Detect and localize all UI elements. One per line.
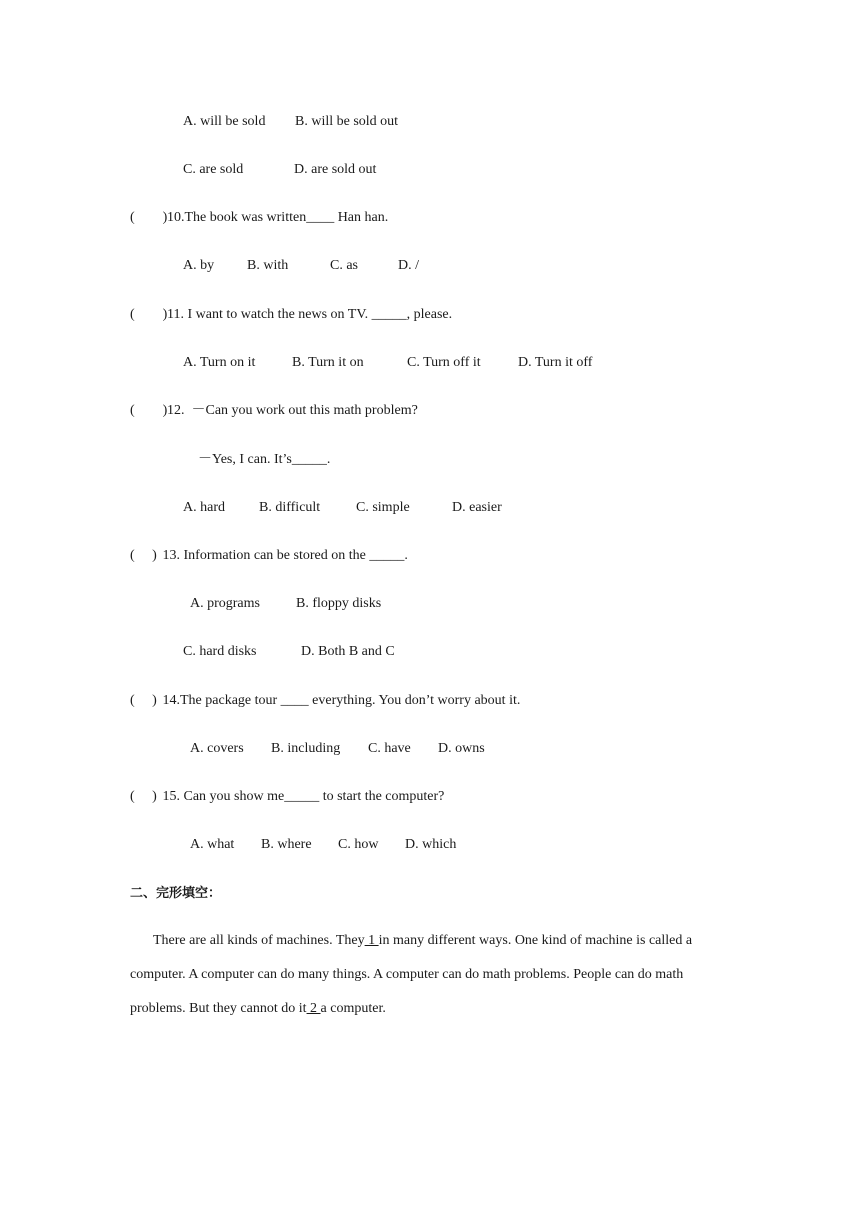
q10-option-c: C. as xyxy=(330,258,358,273)
q11-option-c: C. Turn off it xyxy=(407,355,481,370)
passage-blank-1: 1 xyxy=(364,933,379,948)
q10-option-d: D. / xyxy=(398,258,419,273)
q11-option-a: A. Turn on it xyxy=(183,355,256,370)
q15-option-c: C. how xyxy=(338,837,379,852)
passage-text-3: a computer. xyxy=(320,1001,386,1016)
q11-answer-bracket: ( ) xyxy=(130,307,168,322)
q12-option-a: A. hard xyxy=(183,500,225,515)
q9-option-c: C. are sold xyxy=(183,162,244,177)
cloze-passage xyxy=(130,924,720,1026)
q15-option-a: A. what xyxy=(190,837,235,852)
q9-option-d: D. are sold out xyxy=(294,162,377,177)
q13-option-c: C. hard disks xyxy=(183,644,257,659)
q12-question: 12. －Can you work out this math problem? xyxy=(167,403,418,418)
q10-option-b: B. with xyxy=(247,258,289,273)
q12-reply: －Yes, I can. It’s_____. xyxy=(198,452,331,467)
q12-option-c: C. simple xyxy=(356,500,410,515)
q14-option-c: C. have xyxy=(368,741,411,756)
q14-option-d: D. owns xyxy=(438,741,485,756)
q11-option-b: B. Turn it on xyxy=(292,355,364,370)
q13-question: 13. Information can be stored on the _____. xyxy=(159,548,408,563)
q14-answer-bracket: ( ) xyxy=(130,693,157,708)
q12-option-d: D. easier xyxy=(452,500,502,515)
q14-option-b: B. including xyxy=(271,741,341,756)
q14-question: 14.The package tour ____ everything. You don’t worry about it. xyxy=(159,693,521,708)
passage-text-1: There are all kinds of machines. They xyxy=(153,933,365,948)
q15-option-b: B. where xyxy=(261,837,312,852)
q10-question: 10.The book was written____ Han han. xyxy=(167,210,389,225)
passage-text-2: in many different ways. One kind of machine is called a computer. A computer can do many things. A computer can do math problems. People can do math problems. But they cannot do it xyxy=(130,933,693,1016)
q13-option-a: A. programs xyxy=(190,596,260,611)
q12-option-b: B. difficult xyxy=(259,500,321,515)
q15-option-d: D. which xyxy=(405,837,457,852)
q13-answer-bracket: ( ) xyxy=(130,548,157,563)
section-heading-cloze: 二、完形填空： xyxy=(130,886,222,901)
q11-option-d: D. Turn it off xyxy=(518,355,593,370)
q15-question: 15. Can you show me_____ to start the computer? xyxy=(159,789,445,804)
q13-option-b: B. floppy disks xyxy=(296,596,382,611)
q10-answer-bracket: ( ) xyxy=(130,210,168,225)
q14-option-a: A. covers xyxy=(190,741,244,756)
q13-option-d: D. Both B and C xyxy=(301,644,395,659)
q9-option-a: A. will be sold xyxy=(183,114,266,129)
q15-answer-bracket: ( ) xyxy=(130,789,157,804)
passage-blank-2: 2 xyxy=(306,1001,321,1016)
q10-option-a: A. by xyxy=(183,258,215,273)
q11-question: 11. I want to watch the news on TV. _____, please. xyxy=(167,307,453,322)
q9-option-b: B. will be sold out xyxy=(295,114,399,129)
q12-answer-bracket: ( ) xyxy=(130,403,168,418)
